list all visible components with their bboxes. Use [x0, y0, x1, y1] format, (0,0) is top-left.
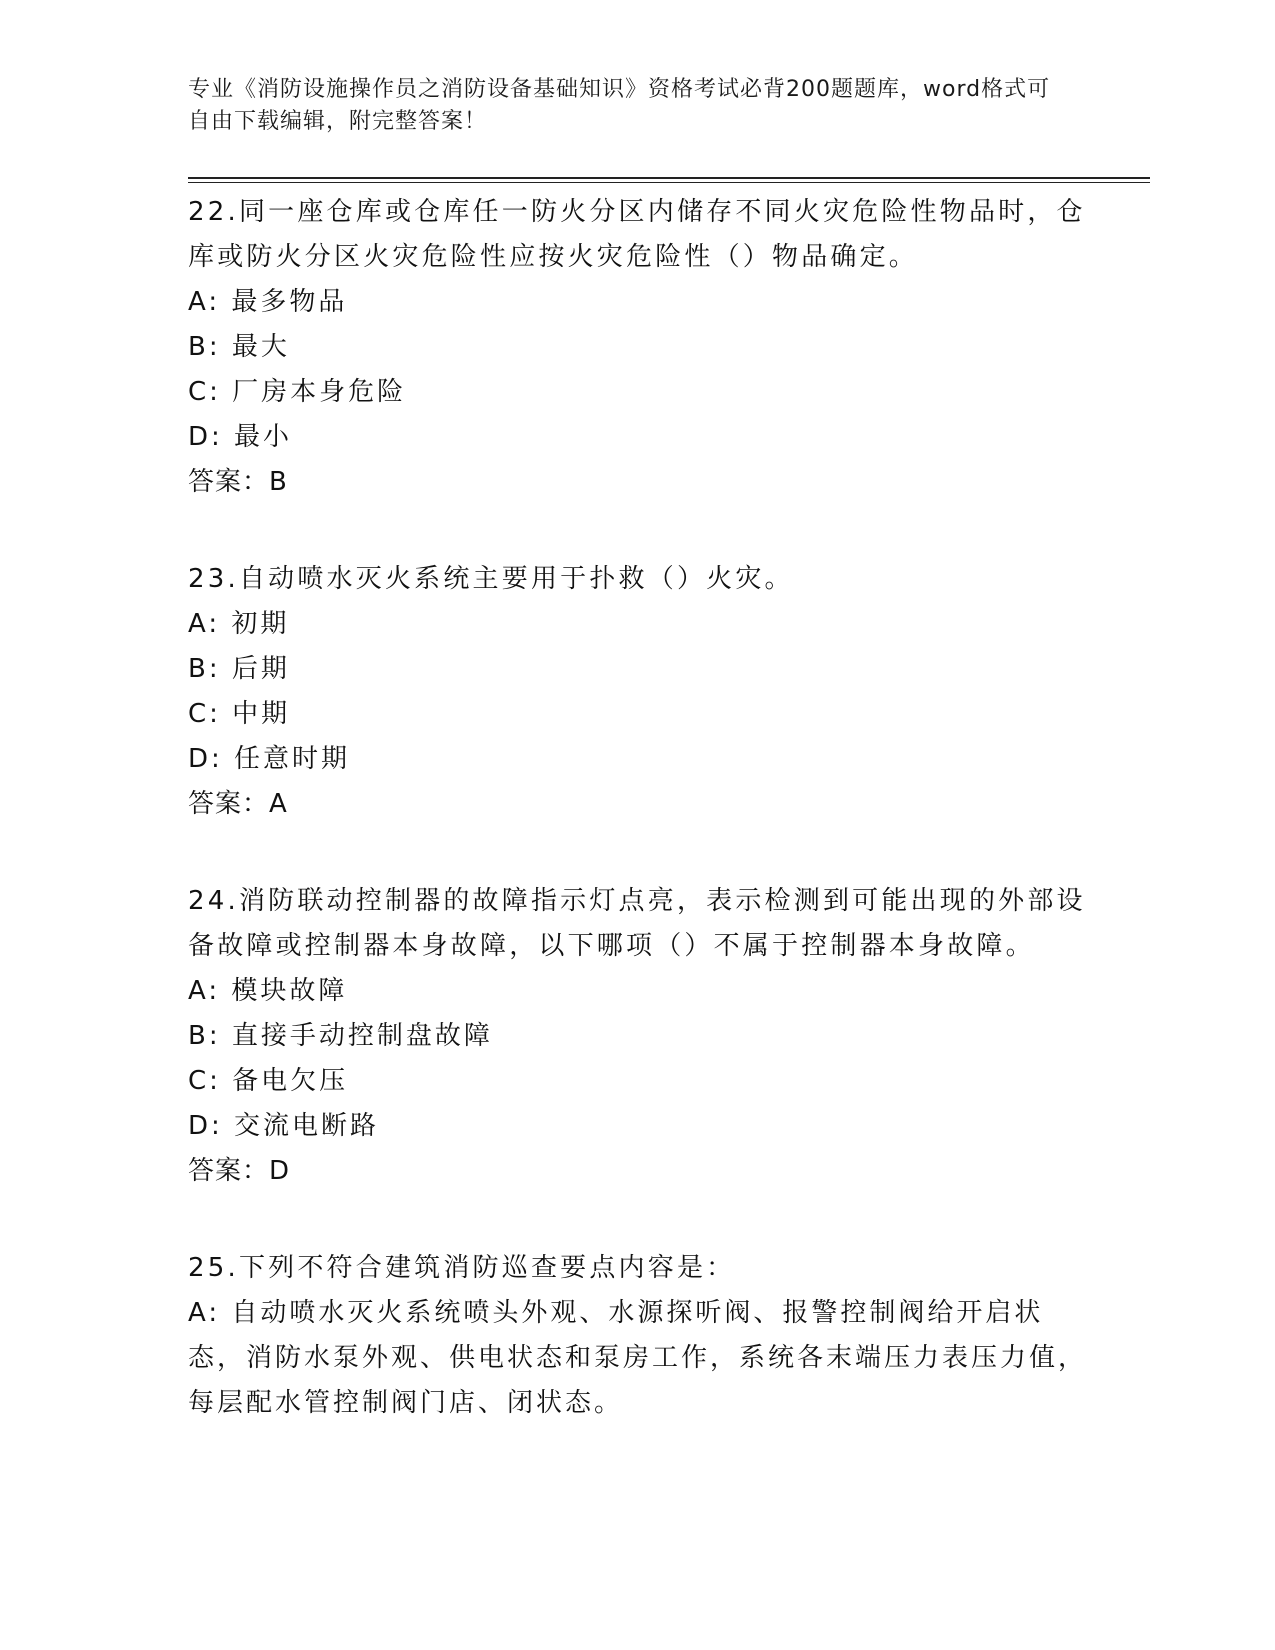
- question-stem: 23.自动喷水灭火系统主要用于扑救（）火灾。: [188, 564, 794, 594]
- option-b: B: 最大: [188, 332, 290, 362]
- question-22: [188, 190, 1088, 505]
- option-b: B: 后期: [188, 654, 290, 684]
- answer: 答案：A: [188, 789, 288, 819]
- question-stem: 22.同一座仓库或仓库任一防火分区内储存不同火灾危险性物品时，仓库或防火分区火灾危险性应按火灾危险性（）物品确定。: [188, 197, 1086, 272]
- option-d: D: 交流电断路: [188, 1111, 380, 1141]
- header-divider-thick: [188, 177, 1150, 179]
- document-header: 专业《消防设施操作员之消防设备基础知识》资格考试必背200题题库，word格式可自由下载编辑，附完整答案！: [188, 77, 1051, 134]
- option-d: D: 最小: [188, 422, 293, 452]
- option-c: C: 备电欠压: [188, 1066, 349, 1096]
- question-25: [188, 1246, 1088, 1426]
- option-c: C: 厂房本身危险: [188, 377, 407, 407]
- question-stem: 24.消防联动控制器的故障指示灯点亮，表示检测到可能出现的外部设备故障或控制器本身故障，以下哪项（）不属于控制器本身故障。: [188, 886, 1086, 961]
- answer: 答案：B: [188, 467, 288, 497]
- question-23: [188, 557, 1088, 827]
- option-a: A: 模块故障: [188, 976, 348, 1006]
- header-divider-thin: [188, 182, 1150, 183]
- option-b: B: 直接手动控制盘故障: [188, 1021, 493, 1051]
- question-24: [188, 879, 1088, 1194]
- option-a: A: 最多物品: [188, 287, 348, 317]
- option-c: C: 中期: [188, 699, 291, 729]
- question-list: [188, 190, 1088, 1478]
- option-a: A: 自动喷水灭火系统喷头外观、水源探听阀、报警控制阀给开启状态，消防水泵外观、供电状态和泵房工作，系统各末端压力表压力值，每层配水管控制阀门店、闭状态。: [188, 1298, 1088, 1418]
- question-stem: 25.下列不符合建筑消防巡查要点内容是：: [188, 1253, 736, 1283]
- answer: 答案：D: [188, 1156, 291, 1186]
- option-d: D: 任意时期: [188, 744, 351, 774]
- option-a: A: 初期: [188, 609, 290, 639]
